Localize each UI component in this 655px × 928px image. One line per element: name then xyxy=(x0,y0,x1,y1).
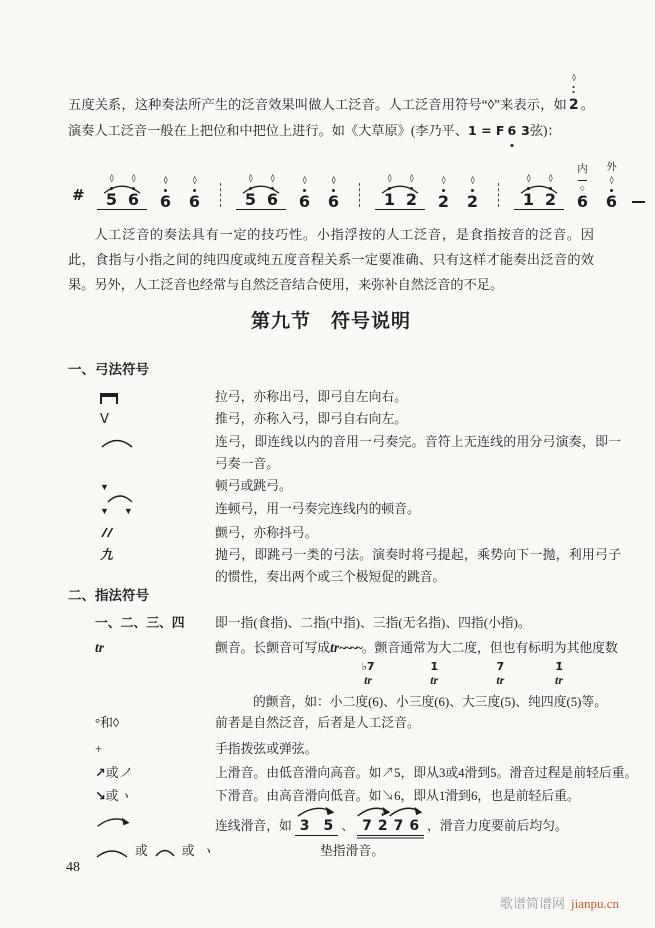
slide-example-2 xyxy=(357,817,424,836)
up-slide-stroke-icon: ノ xyxy=(118,766,132,780)
intro-paragraph-1 xyxy=(68,73,594,144)
wavy-line-icon: ~~~~ xyxy=(339,641,362,655)
watermark-site-name: 歌谱简谱网 xyxy=(499,896,565,911)
note-digit: 6 xyxy=(327,192,339,211)
notation-measure xyxy=(514,162,647,210)
note-digit: 5 xyxy=(323,818,334,834)
string-label: 内 xyxy=(577,164,588,175)
octave-dot xyxy=(573,91,576,94)
note-digit: 5 xyxy=(244,190,256,209)
key-signature: 1 = F xyxy=(468,123,505,138)
harmonics-symbols: °和◊ xyxy=(95,716,120,730)
note-digit: 2 xyxy=(405,190,417,209)
symbol-description: 抛弓，即跳弓一类的弓法。演奏时将弓提起，乘势向下一抛，利用弓子的惯性，奏出两个或三个极短促的跳音。 xyxy=(215,548,621,584)
fingering-row-upslide: ↗或ノ 上滑音。由低音滑向高音。如↗5，即从3或4滑到5。滑音过程是前轻后重。 xyxy=(68,762,651,785)
note xyxy=(432,175,454,210)
upper-note: 1̇ xyxy=(555,660,563,673)
notation-prefix-symbol: # xyxy=(72,186,83,204)
upper-note: 7 xyxy=(496,660,505,673)
note-digit: 7 xyxy=(393,818,404,834)
note xyxy=(461,175,483,210)
trill-icon: tr xyxy=(430,673,439,687)
artificial-harmonic-icon: ◊ xyxy=(387,173,392,185)
artificial-harmonic-icon: ◊ xyxy=(409,173,414,185)
barline xyxy=(498,183,499,207)
down-slide-stroke-icon: ヽ xyxy=(118,789,132,803)
symbol-description: 颤音。长颤音可写成 xyxy=(215,641,331,655)
trill-icon: tr xyxy=(555,673,564,687)
artificial-harmonic-icon: ◊ xyxy=(526,173,531,185)
harmonic-diamond-icon: ◊ xyxy=(571,74,576,93)
artificial-harmonic-icon: ◊ xyxy=(248,173,253,185)
note-digit: 2 xyxy=(568,97,579,113)
note-digit: 6 xyxy=(605,192,617,211)
section-title: 第九节 符号说明 xyxy=(250,311,411,332)
tremolo-icon xyxy=(100,527,114,538)
note-digit: 6 xyxy=(576,192,588,211)
bowing-row-tremolo xyxy=(68,522,624,544)
trill-example-perfect-fourth: 1̇ tr 纯四度(5) xyxy=(528,660,582,709)
staccato-icon: ▼ xyxy=(100,482,109,492)
symbol-description: 即一指(食指)、二指(中指)、三指(无名指)、四指(小指)。 xyxy=(215,616,531,630)
slur-arc xyxy=(519,183,559,194)
fingering-row-slur-slide: 连线滑音，如 3 5 、 7 2 7 6 ，滑音力度要前后均匀。 xyxy=(68,805,651,837)
paragraph-text: 五度关系，这种奏法所产生的泛音效果叫做人工泛音。人工泛音用符号“◊”来表示，如 xyxy=(68,97,567,112)
note-digit: 6 xyxy=(507,123,517,138)
paragraph-text: 。演奏 xyxy=(68,97,594,138)
note-digit-high-octave: 2 xyxy=(378,817,388,835)
symbol-description: 拉弓，亦称出弓，即弓自左向右。 xyxy=(215,390,407,404)
upper-note: 1̇ xyxy=(430,660,439,673)
note xyxy=(600,162,622,210)
symbol-description: 上滑音。由低音滑向高音。如↗5，即从3或4滑到5。滑音过程是前轻后重。 xyxy=(215,766,638,780)
slurred-staccato-icon: ▼ ▼ xyxy=(100,500,133,522)
intro-paragraph-2: 人工泛音的奏法具有一定的技巧性。小指浮按的人工泛音，是食指按音的泛音。因此，食指与小指之间的纯四度或纯五度音程关系一定要准确、只有这样才能奏出泛音的效果。另外，人工泛音也经常与自然泛音结合使用，来弥补自然泛音的不足。 xyxy=(68,227,594,292)
artificial-harmonic-icon: ◊ xyxy=(163,175,168,187)
symbol-description: 顿弓或跳弓。 xyxy=(215,479,292,493)
symbol-description: 。颤音通常为大二度，但也有标明为其他度数 xyxy=(361,641,618,655)
note-digit: 2 xyxy=(544,190,556,209)
octave-dot xyxy=(573,86,576,89)
string-label: 外 xyxy=(606,162,617,173)
paragraph-text: 弦)： xyxy=(529,123,561,138)
octave-dot-low xyxy=(510,144,513,147)
symbol-description: 连弓，即连线以内的音用一弓奏完。音符上无连线的用分弓演奏，即一弓奏一音。 xyxy=(215,435,621,471)
note-digit: 3 xyxy=(299,818,310,834)
slide-arc-icon xyxy=(295,805,339,817)
note-digit: 1 xyxy=(383,190,395,209)
note-digit: 6 xyxy=(188,192,200,211)
rest-dash xyxy=(629,201,647,210)
up-bow-icon: V xyxy=(100,412,109,427)
slur-arc xyxy=(241,183,281,194)
bowing-heading: 一、弓法符号 xyxy=(68,362,149,377)
bowing-row-thrown xyxy=(68,544,624,588)
slide-arc-icon xyxy=(387,805,426,817)
upper-note: ♭7 xyxy=(361,660,375,673)
note-digit: 6 xyxy=(409,818,420,834)
artificial-harmonic-icon: ◊ xyxy=(131,173,136,185)
slur-arc xyxy=(107,493,133,503)
fingering-row-pluck xyxy=(68,738,651,760)
slur-icon xyxy=(100,437,134,448)
pad-slide-stroke-icon: ヽ xyxy=(200,844,214,858)
thrown-bow-icon: 九 xyxy=(100,548,113,562)
paragraph-text: 人工泛音一般在上把位和中把位上进行。如《大草原》(李乃平、 xyxy=(94,123,469,138)
notation-measure xyxy=(97,173,205,210)
artificial-harmonic-note-example xyxy=(568,73,579,118)
trill-examples-line: 的颤音，如： ♭7 tr 小二度(6)、 1̇ tr 小三度(6)、 7 tr 大三度(5)、 1̇ tr 纯四度(5)等。 xyxy=(215,691,651,713)
bowing-row-staccato xyxy=(68,475,624,498)
slur-arc xyxy=(102,183,142,194)
trill-example-minor-third: 1̇ tr 小三度(6)、 xyxy=(395,660,462,709)
fingering-row-harmonics xyxy=(68,712,651,734)
fingering-row-downslide: ↘或ヽ 下滑音。由高音滑向低音。如↘6，即从1̇滑到6，也是前轻后重。 xyxy=(68,785,651,808)
artificial-harmonic-icon: ◊ xyxy=(548,173,553,185)
artificial-harmonic-icon: ◊ xyxy=(470,175,475,187)
fingering-heading: 二、指法符号 xyxy=(68,588,149,603)
bowing-row-pull xyxy=(68,386,624,408)
note-digit: 6 xyxy=(298,192,310,211)
bowing-row-slur xyxy=(68,431,624,475)
low-octave-note xyxy=(507,118,516,144)
pad-slide-arc-icon xyxy=(154,848,176,857)
artificial-harmonic-icon: ◊ xyxy=(302,175,307,187)
slur-arc xyxy=(380,183,420,194)
artificial-harmonic-icon: ◊ xyxy=(609,175,614,187)
note xyxy=(322,175,344,210)
note-digit: 5 xyxy=(105,190,117,209)
trill-icon: tr xyxy=(330,640,340,655)
note-digit: 2 xyxy=(437,192,449,211)
symbol-description: 推弓，亦称入弓，即弓自右向左。 xyxy=(215,412,407,426)
artificial-harmonic-icon: ◊ xyxy=(109,173,114,185)
watermark-link[interactable]: jianpu.cn xyxy=(570,896,619,911)
trill-icon: tr xyxy=(496,673,505,687)
pluck-icon: + xyxy=(95,742,103,756)
symbol-description: 连线滑音，如 xyxy=(215,819,292,833)
beamed-pair xyxy=(514,173,564,210)
symbol-description: 颤弓，亦称抖弓。 xyxy=(215,526,318,540)
note-digit: 6 xyxy=(127,190,139,209)
notation-measure xyxy=(236,173,344,210)
note-digit: 7 xyxy=(362,818,372,834)
string-line xyxy=(578,180,587,181)
symbol-description: 下滑音。由高音滑向低音。如↘6，即从1̇滑到6，也是前轻后重。 xyxy=(215,789,580,803)
note xyxy=(293,175,315,210)
note-digit: 1 xyxy=(522,190,534,209)
note xyxy=(183,175,205,210)
symbol-description: 垫指滑音。 xyxy=(320,844,384,858)
trill-example-minor-second: ♭7 tr 小二度(6)、 xyxy=(329,660,396,709)
slide-example-1 xyxy=(295,817,339,836)
beamed-pair xyxy=(236,173,286,210)
symbol-description: 手指拨弦或弹弦。 xyxy=(215,742,318,756)
trill-icon: tr xyxy=(364,673,373,687)
note-digit: 6 xyxy=(159,192,171,211)
note-digit: 3 xyxy=(521,123,530,138)
symbol-description: ，滑音力度要前后均匀。 xyxy=(427,819,568,833)
fingering-row-pad-slide: 或 或 ヽ 垫指滑音。 xyxy=(68,840,655,865)
trill-example-major-third: 7 tr 大三度(5)、 xyxy=(462,660,529,709)
artificial-harmonic-icon: ◊ xyxy=(441,175,446,187)
note xyxy=(571,164,593,210)
barline xyxy=(220,183,221,207)
notation-measure xyxy=(375,173,483,210)
barline xyxy=(359,183,360,207)
symbol-description: 连顿弓，用一弓奏完连线内的顿音。 xyxy=(215,502,420,516)
beamed-pair xyxy=(375,173,425,210)
artificial-harmonic-icon: ◊ xyxy=(270,173,275,185)
bowing-row-slurred-staccato xyxy=(68,498,624,522)
up-slide-icon: ↗ xyxy=(95,766,106,781)
fingering-row-trill xyxy=(68,637,651,713)
fingering-row-fingers xyxy=(68,612,651,634)
symbol-description: 前者是自然泛音，后者是人工泛音。 xyxy=(215,716,420,730)
natural-harmonic-icon: ○ xyxy=(579,183,586,193)
octave-dot xyxy=(381,813,384,816)
note-digit: 2 xyxy=(466,192,478,211)
down-slide-icon: ↘ xyxy=(95,789,106,804)
note-digit: 6 xyxy=(266,190,278,209)
artificial-harmonic-icon: ◊ xyxy=(331,175,336,187)
pad-slide-arc-icon xyxy=(95,848,129,858)
bowing-symbol-list xyxy=(68,386,624,588)
beamed-pair xyxy=(97,173,147,210)
slur-slide-icon xyxy=(95,815,133,828)
watermark xyxy=(500,893,619,912)
down-bow-icon xyxy=(100,393,118,404)
page-number: 48 xyxy=(66,860,80,875)
notation-line xyxy=(72,150,625,210)
note xyxy=(154,175,176,210)
bowing-row-push xyxy=(68,408,624,431)
artificial-harmonic-icon: ◊ xyxy=(192,175,197,187)
finger-numbers-symbol: 一、二、三、四 xyxy=(95,616,185,630)
trill-icon: tr xyxy=(95,640,105,655)
